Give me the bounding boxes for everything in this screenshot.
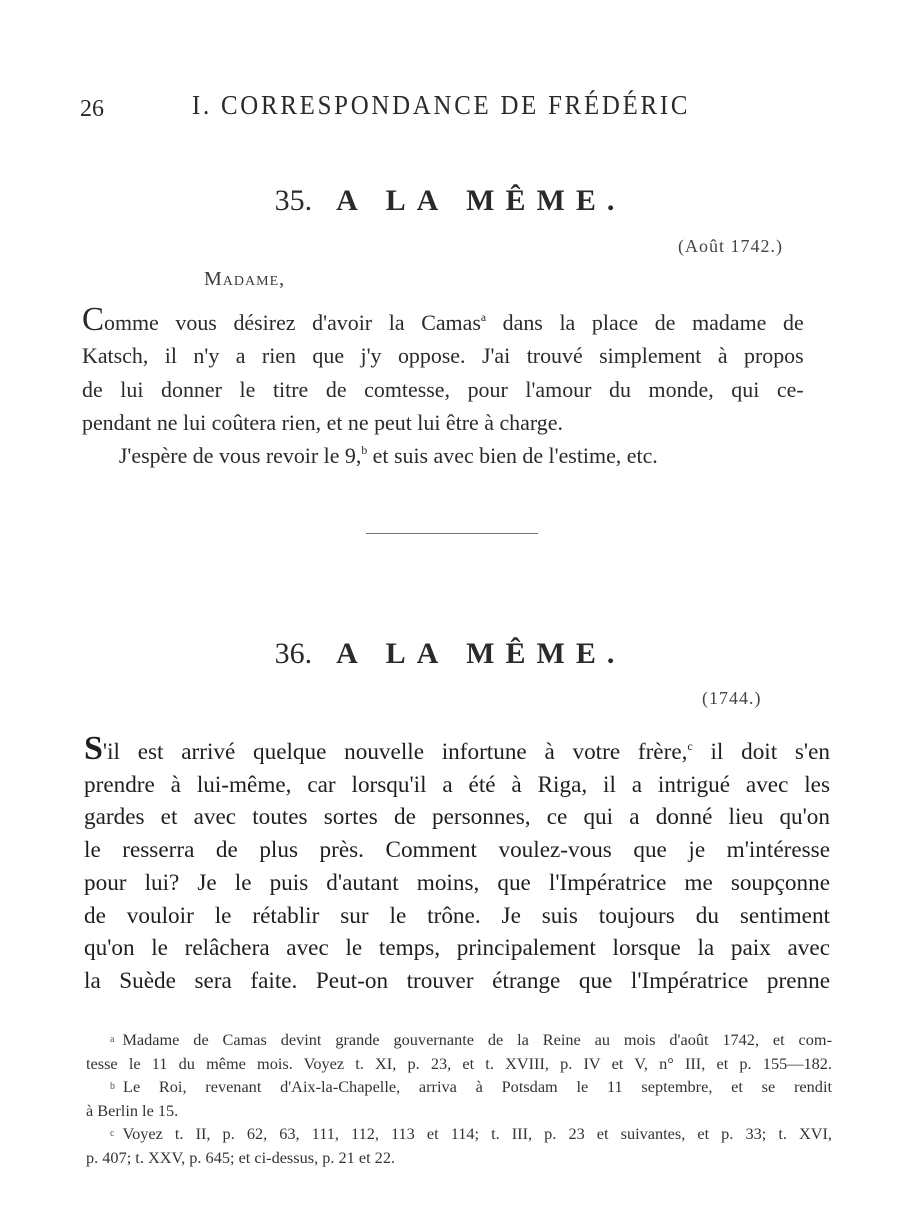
letter-body bbox=[82, 303, 804, 472]
letter-number: 35. bbox=[274, 184, 313, 217]
footnote-line bbox=[86, 1075, 832, 1099]
text-line: la Suède sera faite. Peut-on trouver étrange que l'Impératrice prenne bbox=[84, 967, 830, 994]
text-line: de vouloir le rétablir sur le trône. Je suis toujours du sentiment bbox=[84, 902, 830, 929]
letter-title: A LA MÊME. bbox=[336, 184, 626, 217]
text-line: pour lui? Je le puis d'autant moins, que l'Impératrice me soupçonne bbox=[84, 869, 830, 896]
letter-number: 36. bbox=[274, 637, 313, 670]
salutation: Madame, bbox=[204, 268, 286, 290]
letter-body bbox=[84, 732, 830, 998]
text-line: qu'on le relâchera avec le temps, principalement lorsque la paix avec bbox=[84, 935, 830, 962]
footnote-line bbox=[86, 1122, 832, 1146]
footnotes bbox=[86, 1028, 832, 1169]
running-title: I. CORRESPONDANCE DE FRÉDÉRIC bbox=[192, 90, 691, 120]
line-text: dans la place de madame de bbox=[486, 310, 804, 335]
footnote-ref[interactable]: b bbox=[361, 443, 368, 458]
text-line: Katsch, il n'y a rien que j'y oppose. J'ai trouvé simplement à propos bbox=[82, 343, 804, 369]
line-text: 'il est arrivé quelque nouvelle infortune à votre frère, bbox=[102, 739, 688, 765]
footnote-line bbox=[86, 1028, 832, 1052]
letter-title: A LA MÊME. bbox=[336, 637, 626, 670]
line-text: omme vous désirez d'avoir la Camas bbox=[104, 310, 481, 335]
text-line bbox=[84, 732, 830, 769]
text-line bbox=[82, 303, 804, 339]
letter-date: (Août 1742.) bbox=[678, 236, 783, 256]
footnote-mark: c bbox=[110, 1128, 115, 1139]
running-head bbox=[80, 86, 800, 126]
text-line: de lui donner le titre de comtesse, pour l'amour du monde, qui ce- bbox=[82, 376, 804, 402]
drop-cap: C bbox=[82, 301, 105, 338]
text-line: le resserra de plus près. Comment voulez-vous que je m'intéresse bbox=[84, 837, 830, 864]
footnote-b bbox=[86, 1075, 832, 1122]
footnote-a bbox=[86, 1028, 832, 1075]
letter-date: (1744.) bbox=[702, 688, 762, 708]
footnote-mark: b bbox=[110, 1081, 115, 1092]
footnote-line: tesse le 11 du même mois. Voyez t. XI, p. 23, et t. XVIII, p. IV et V, n° III, et p. 155—182. bbox=[86, 1053, 832, 1073]
letter-heading bbox=[0, 634, 900, 671]
page-number: 26 bbox=[80, 96, 104, 122]
drop-cap: S bbox=[84, 730, 103, 767]
section-divider bbox=[366, 533, 538, 534]
footnote-line: à Berlin le 15. bbox=[86, 1100, 179, 1120]
footnote-text: Madame de Camas devint grande gouvernante de la Reine au mois d'août 1742, et com- bbox=[122, 1030, 832, 1049]
footnote-c bbox=[86, 1122, 832, 1169]
letter-heading bbox=[0, 181, 900, 218]
text-line bbox=[82, 439, 804, 472]
text-line: gardes et avec toutes sortes de personnes, ce qui a donné lieu qu'on bbox=[84, 804, 830, 831]
footnote-line: p. 407; t. XXV, p. 645; et ci-dessus, p. 21 et 22. bbox=[86, 1147, 396, 1167]
footnote-text: Voyez t. II, p. 62, 63, 111, 112, 113 et 114; t. III, p. 23 et suivantes, et p. 33; t. XVI, bbox=[122, 1124, 832, 1143]
footnote-text: Le Roi, revenant d'Aix-la-Chapelle, arriva à Potsdam le 11 septembre, et se rendit bbox=[123, 1077, 832, 1096]
footnote-ref[interactable]: a bbox=[480, 310, 487, 324]
footnote-mark: a bbox=[110, 1034, 115, 1045]
line-text: il doit s'en bbox=[692, 739, 831, 765]
line-text: J'espère de vous revoir le 9, bbox=[118, 443, 362, 469]
text-line: prendre à lui-même, car lorsqu'il a été à Riga, il a intrigué avec les bbox=[84, 771, 830, 798]
line-text: et suis avec bien de l'estime, etc. bbox=[367, 443, 658, 469]
text-line: pendant ne lui coûtera rien, et ne peut lui être à charge. bbox=[82, 409, 563, 435]
footnote-ref[interactable]: c bbox=[687, 739, 693, 753]
